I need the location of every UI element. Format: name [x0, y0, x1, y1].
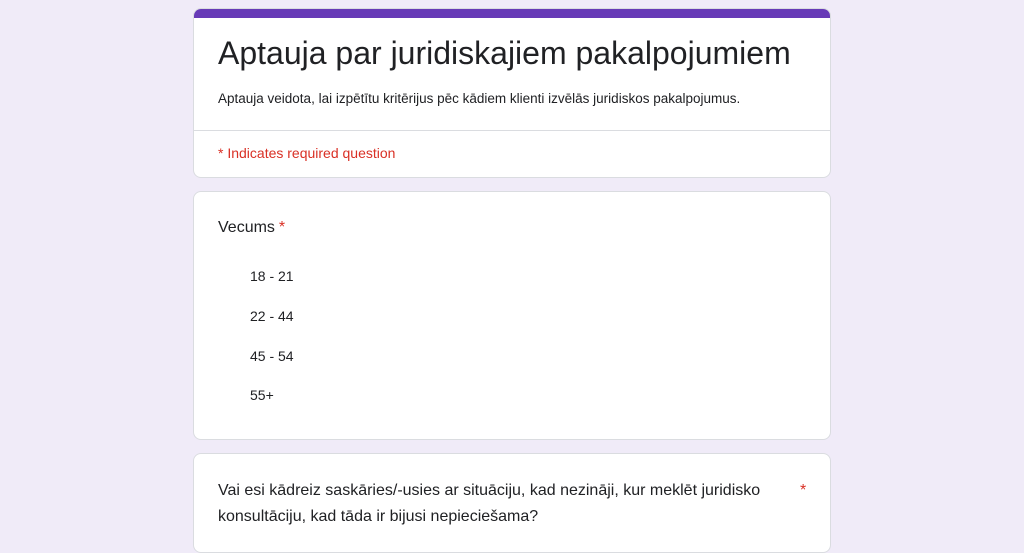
- form-header-card: [193, 8, 831, 178]
- question-card-legal-consultation: [193, 453, 831, 553]
- required-asterisk: *: [278, 219, 286, 236]
- radio-option-22-44[interactable]: 22 - 44: [250, 308, 294, 324]
- header-divider: [194, 130, 830, 131]
- radio-option-45-54[interactable]: 45 - 54: [250, 348, 294, 364]
- header-accent-bar: [193, 8, 831, 18]
- radio-option-55-plus[interactable]: 55+: [250, 387, 274, 403]
- required-question-note: * Indicates required question: [218, 145, 396, 161]
- question-title-text: Vecums: [218, 219, 275, 236]
- question-title: Vai esi kādreiz saskāries/-usies ar situāciju, kad nezināji, kur meklēt juridisko konsultāciju, kad tāda ir bijusi nepieciešama?: [218, 482, 761, 525]
- question-card-age: [193, 191, 831, 440]
- form-title: Aptauja par juridiskajiem pakalpojumiem: [218, 35, 791, 71]
- form-description: Aptauja veidota, lai izpētītu kritērijus pēc kādiem klienti izvēlās juridiskos pakalpojumus.: [218, 91, 741, 106]
- radio-option-18-21[interactable]: 18 - 21: [250, 268, 294, 284]
- question-title: [218, 216, 285, 240]
- required-asterisk: *: [800, 482, 807, 499]
